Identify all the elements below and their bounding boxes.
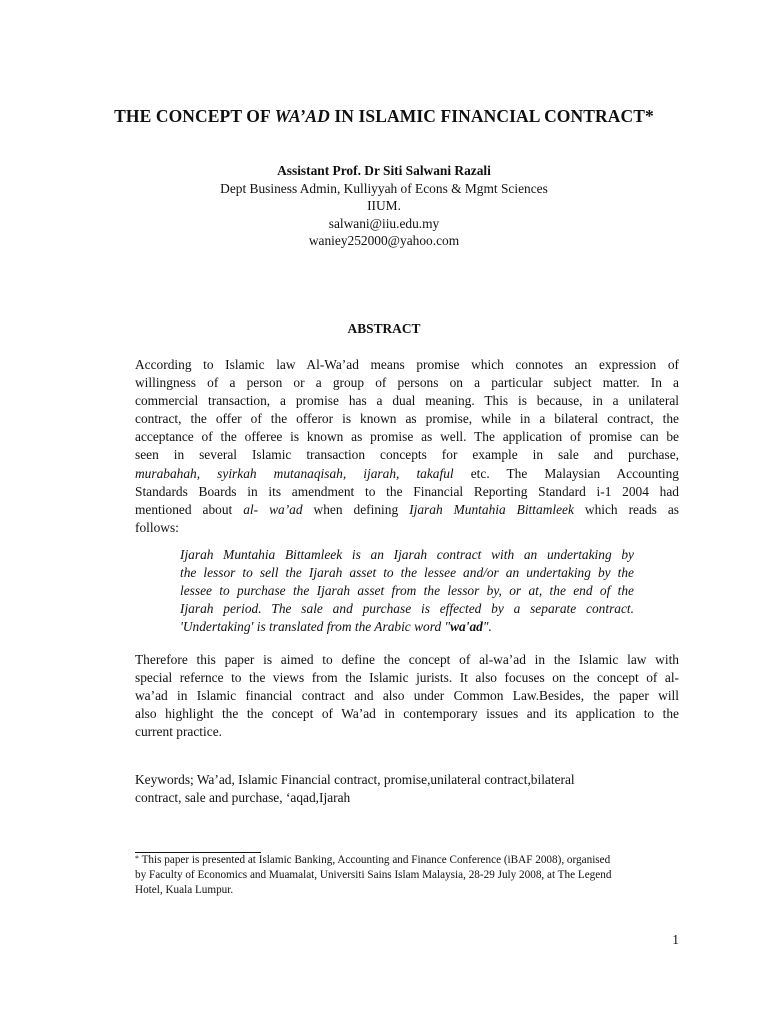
author-institution: IIUM. — [367, 198, 401, 214]
keywords: Keywords; Wa’ad, Islamic Financial contract, promise,unilateral contract,bilateral contract, sale and purchase, ‘aqad,Ijarah — [135, 772, 575, 806]
author-email-2: waniey252000@yahoo.com — [308, 233, 460, 249]
abstract-paragraph-2: Therefore this paper is aimed to define the concept of al-wa’ad in the Islamic law with special refernce to the views from the Islamic jurists. It also focuses on the concept of al- wa’ad in Islamic financial contract and also under Common Law.Besides, the paper will also highlight the the concept of Wa’ad in contemporary issues and its application to the current practice. — [135, 652, 679, 740]
footnote: * This paper is presented at Islamic Banking, Accounting and Finance Conference (iBAF 2008), organised by Faculty of Economics and Muamalat, Universiti Sains Islam Malaysia, 28-29 July 2008, at The Legend Hotel, Kuala Lumpur. — [135, 854, 612, 896]
author-name: Assistant Prof. Dr Siti Salwani Razali — [277, 163, 491, 178]
author-block — [0, 162, 768, 250]
page-number: 1 — [672, 932, 679, 947]
definition-quote: Ijarah Muntahia Bittamleek is an Ijarah contract with an undertaking by the lessor to sell the Ijarah asset to the lessee and/or an undertaking by the lessee to purchase the Ijarah asset from the lessor by, or at, the end of the Ijarah period. The sale and purchase is effected by a separate contract. 'Undertaking' is translated from the Arabic word "wa'ad". — [180, 547, 634, 635]
author-department: Dept Business Admin, Kulliyyah of Econs & Mgmt Sciences — [220, 180, 548, 196]
abstract-heading: ABSTRACT — [347, 321, 421, 336]
footnote-marker: * — [135, 854, 139, 863]
paper-title: THE CONCEPT OF WA’AD IN ISLAMIC FINANCIAL CONTRACT* — [114, 106, 654, 126]
title-emphasis: WA’AD — [274, 106, 330, 126]
abstract-paragraph-1: According to Islamic law Al-Wa’ad means promise which connotes an expression of willingness of a person or a group of persons on a particular subject matter. In a commercial transaction, a promise has a dual meaning. This is because, in a unilateral contract, the offer of the offeror is known as promise, while in a bilateral contract, the acceptance of the offeree is known as promise as well. The application of promise can be seen in several Islamic transaction concepts for example in sale and purchase, murabahah, syirkah mutanaqisah, ijarah, takaful etc. The Malaysian Accounting Standards Boards in its amendment to the Financial Reporting Standard i-1 2004 had mentioned about al- wa’ad when defining Ijarah Muntahia Bittamleek which reads as follows: — [135, 357, 679, 535]
author-email-1: salwani@iiu.edu.my — [328, 215, 440, 231]
